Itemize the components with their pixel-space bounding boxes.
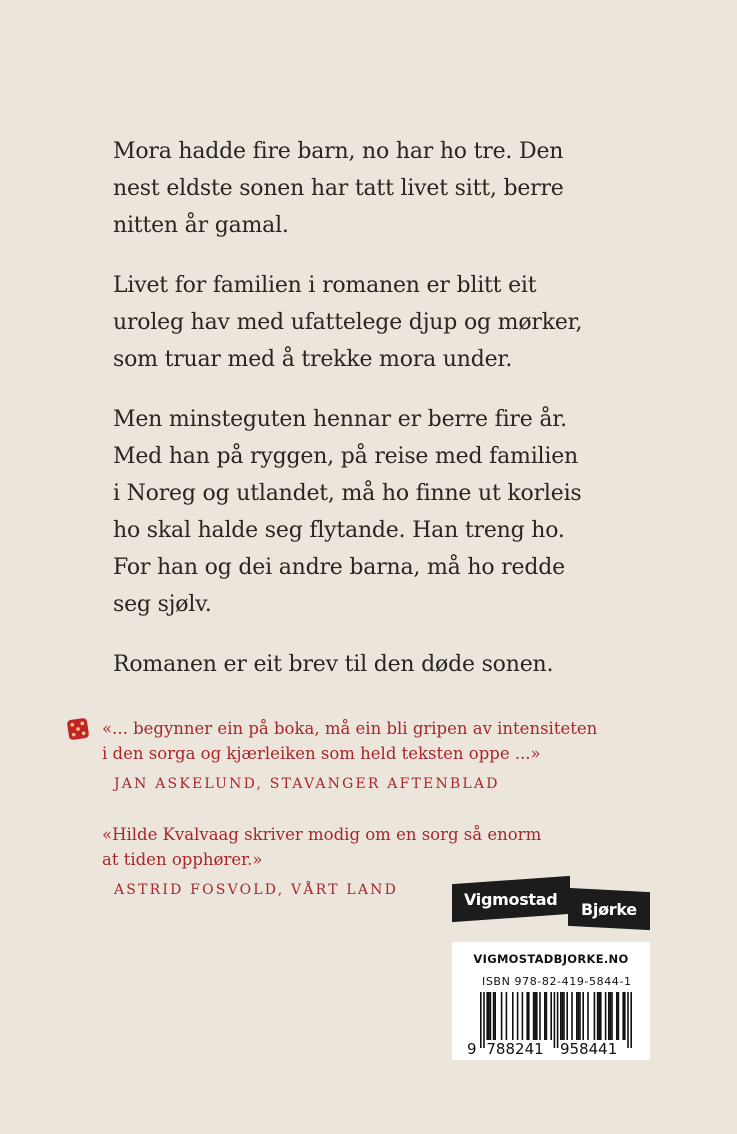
barcode-bar [522, 992, 524, 1040]
barcode-bar [618, 992, 620, 1040]
barcode-bar [622, 992, 624, 1040]
barcode-bar [490, 992, 492, 1040]
barcode-bar [576, 992, 578, 1040]
barcode-bar [579, 992, 581, 1040]
blurb-paragraph-2: Livet for familien i romanen er blitt eit uroleg hav med ufattelege djup og mørker, som truar med å trekke mora under. [113, 273, 583, 372]
barcode-bar [627, 992, 629, 1048]
quote-attribution: ASTRID FOSVOLD, VÅRT LAND [114, 882, 399, 898]
barcode-digits: 788241 [486, 1040, 544, 1056]
publisher-name-1: Vigmostad [464, 889, 558, 909]
publisher-logo-part-1 [452, 876, 570, 922]
barcode-bar [528, 992, 530, 1040]
barcode-bar [512, 992, 514, 1040]
dice-five-icon [66, 716, 90, 742]
barcode-bar [506, 992, 508, 1040]
barcode-bar [480, 992, 482, 1048]
barcode-bar [557, 992, 559, 1048]
barcode-bar [594, 992, 596, 1040]
barcode-digits: 9 [467, 1040, 477, 1056]
barcode-bar [562, 992, 564, 1040]
quote-text: «Hilde Kvalvaag skriver modig om en sorg så enorm at tiden opphører.» [102, 825, 542, 869]
barcode-panel [452, 942, 650, 1060]
barcode-bar [616, 992, 618, 1040]
barcode-bar [571, 992, 573, 1040]
barcode-bar [536, 992, 538, 1040]
barcode-bar [533, 992, 535, 1040]
barcode-digits: 958441 [560, 1040, 618, 1056]
barcode [466, 992, 644, 1056]
quote-text: «... begynner ein på boka, må ein bli gripen av intensiteten i den sorga og kjærleiken som held teksten oppe ...» [102, 719, 598, 763]
barcode-bar [598, 992, 600, 1040]
barcode-bar [526, 992, 528, 1040]
barcode-bar [539, 992, 541, 1040]
barcode-bar [608, 992, 610, 1040]
blurb-text [113, 133, 653, 706]
barcode-bar [544, 992, 546, 1040]
barcode-bar [611, 992, 613, 1040]
isbn-label: ISBN 978-82-419-5844-1 [482, 975, 632, 988]
barcode-bar [566, 992, 568, 1040]
barcode-bar [630, 992, 632, 1048]
barcode-bar [546, 992, 548, 1040]
barcode-bar [563, 992, 565, 1040]
barcode-bar [605, 992, 607, 1040]
publisher-logo-part-2 [568, 888, 650, 930]
barcode-bar [560, 992, 562, 1040]
barcode-bar [587, 992, 589, 1040]
barcode-bar [600, 992, 602, 1040]
barcode-bar [610, 992, 612, 1040]
quote-attribution: JAN ASKELUND, STAVANGER AFTENBLAD [114, 776, 500, 792]
barcode-bar [483, 992, 485, 1048]
barcode-bar [493, 992, 495, 1040]
barcode-bar [624, 992, 626, 1040]
publisher-name-2: Bjørke [581, 899, 637, 919]
barcode-bar [597, 992, 599, 1040]
barcode-bar [486, 992, 488, 1040]
blurb-paragraph-3: Men minsteguten hennar er berre fire år. Med han på ryggen, på reise med familien i Noreg og utlandet, må ho finne ut korleis ho skal halde seg flytande. Han treng ho. For han og dei andre barna, må ho redde seg sjølv. [113, 407, 582, 617]
barcode-bar [494, 992, 496, 1040]
blurb-paragraph-4: Romanen er eit brev til den døde sonen. [113, 652, 554, 677]
barcode-bar [517, 992, 519, 1040]
publisher-website: VIGMOSTADBJORKE.NO [473, 952, 629, 966]
barcode-bar [488, 992, 490, 1040]
barcode-bar [554, 992, 556, 1048]
barcode-bar [550, 992, 552, 1040]
publisher-logo [452, 880, 652, 930]
barcode-bar [582, 992, 584, 1040]
barcode-bar [534, 992, 536, 1040]
barcode-bar [578, 992, 580, 1040]
review-quote-1 [102, 716, 662, 797]
blurb-paragraph-1: Mora hadde fire barn, no har ho tre. Den nest eldste sonen har tatt livet sitt, berre nitten år gamal. [113, 139, 564, 238]
barcode-bar [501, 992, 503, 1040]
